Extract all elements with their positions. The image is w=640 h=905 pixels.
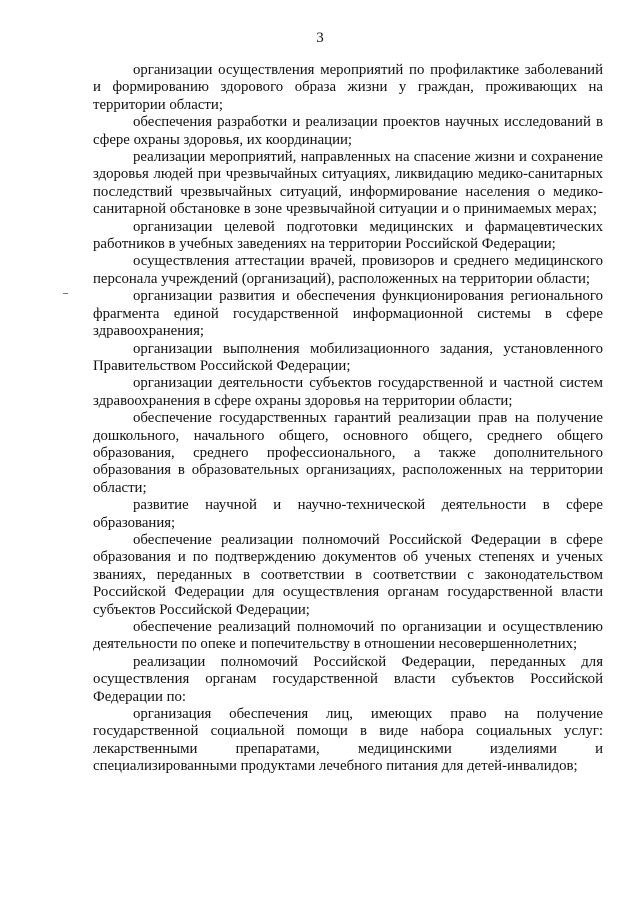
paragraph: реализации полномочий Российской Федерации, переданных для осуществления органам государственной власти субъектов Российской Федерации по: [93, 653, 603, 705]
paragraph: организации деятельности субъектов государственной и частной систем здравоохранения в сфере охраны здоровья на территории области; [93, 375, 603, 409]
paragraph: реализации мероприятий, направленных на спасение жизни и сохранение здоровья людей при чрезвычайных ситуациях, ликвидацию медико-санитарных последствий чрезвычайных ситуаций, информирование населения о медико-санитарной обстановке в зоне чрезвычайной ситуации и о принимаемых мерах; [93, 149, 603, 218]
document-body [93, 62, 603, 776]
paragraph: организация обеспечения лиц, имеющих право на получение государственной социальной помощи в виде набора социальных услуг: лекарственными препаратами, медицинскими изделиями и специализированными продуктами лечебного питания для детей-инвалидов; [93, 706, 603, 775]
paragraph: обеспечение реализаций полномочий по организации и осуществлению деятельности по опеке и попечительству в отношении несовершеннолетних; [93, 619, 603, 653]
paragraph: развитие научной и научно-технической деятельности в сфере образования; [93, 497, 603, 531]
paragraph: организации целевой подготовки медицинских и фармацевтических работников в учебных заведениях на территории Российской Федерации; [93, 218, 603, 253]
paragraph: осуществления аттестации врачей, провизоров и среднего медицинского персонала учреждений (организаций), расположенных на территории области; [93, 253, 603, 287]
paragraph: обеспечение реализации полномочий Российской Федерации в сфере образования и по подтверждению документов об ученых степенях и ученых званиях, переданных в соответствии в соответствии с законодательством Российской Федерации для осуществления органам государственной власти субъектов Российской Федерации; [93, 531, 603, 618]
paragraph: организации осуществления мероприятий по профилактике заболеваний и формированию здорового образа жизни у граждан, проживающих на территории области; [93, 62, 603, 113]
paragraph: организации развития и обеспечения функционирования регионального фрагмента единой государственной информационной системы в сфере здравоохранения; [93, 288, 603, 340]
page-number: 3 [316, 30, 324, 46]
paragraph: обеспечения разработки и реализации проектов научных исследований в сфере охраны здоровья, их координации; [93, 114, 603, 148]
margin-mark [63, 293, 68, 294]
paragraph: обеспечение государственных гарантий реализации прав на получение дошкольного, начального общего, основного общего, среднего общего образования, среднего профессионального, а также дополнительного образования в образовательных организациях, расположенных на территории области; [93, 410, 603, 496]
paragraph: организации выполнения мобилизационного задания, установленного Правительством Российской Федерации; [93, 340, 603, 374]
